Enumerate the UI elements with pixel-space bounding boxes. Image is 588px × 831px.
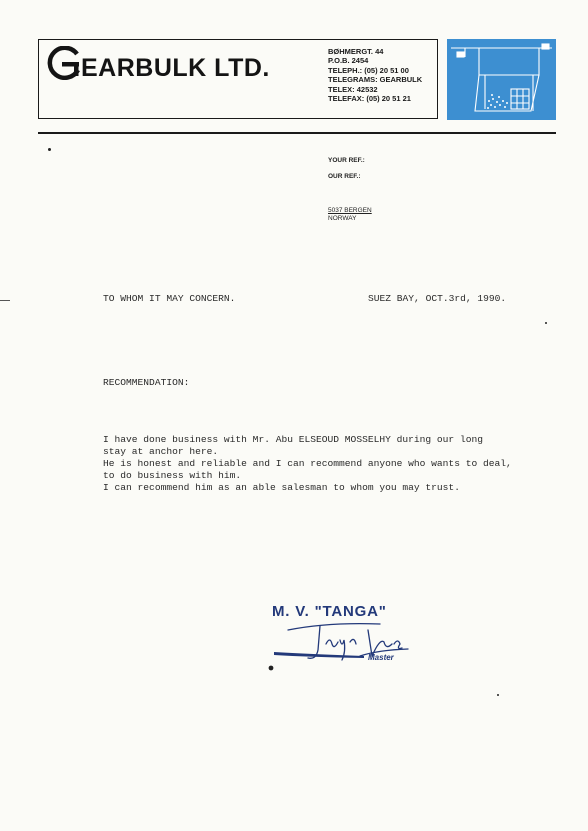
body-line: stay at anchor here. [103,446,219,457]
handwritten-signature [268,616,418,672]
place-date: SUEZ BAY, OCT.3rd, 1990. [368,293,507,304]
address-line: TELEFAX: (05) 20 51 21 [328,94,411,104]
company-name: EARBULK LTD. [81,54,270,82]
paper-speck [497,694,499,696]
address-line: P.O.B. 2454 [328,56,369,66]
body-line: I have done business with Mr. Abu ELSEOUD MOSSELHY during our long [103,434,483,445]
address-line: TELEX: 42532 [328,84,378,94]
paper-speck [48,148,51,151]
your-ref-label: YOUR REF.: [328,157,365,164]
body-line: He is honest and reliable and I can recommend anyone who wants to deal, [103,458,512,469]
office-location [328,207,372,223]
letter-body [103,434,512,494]
address-line: TELEGRAMS: GEARBULK [328,75,423,85]
body-line: I can recommend him as an able salesman to whom you may trust. [103,482,460,493]
our-ref-label: OUR REF.: [328,173,361,180]
margin-mark [0,300,10,301]
body-line: to do business with him. [103,470,242,481]
master-title: Master [368,653,394,662]
letterhead [38,39,438,119]
salutation: TO WHOM IT MAY CONCERN. [103,293,236,304]
gearbulk-logo-icon [47,46,83,80]
vessel-stamp: M. V. "TANGA" [272,603,387,620]
address-line: TELEPH.: (05) 20 51 00 [328,65,409,75]
paper-speck [545,322,547,324]
subject-line: RECOMMENDATION: [103,377,190,388]
company-address [328,47,422,103]
address-line: BØHMERGT. 44 [328,47,384,56]
office-country: NORWAY [328,215,357,222]
ship-cargo-hold-icon [447,39,556,120]
header-rule [38,132,556,134]
office-city: 5037 BERGEN [328,207,372,214]
ship-logo-box [447,39,556,120]
